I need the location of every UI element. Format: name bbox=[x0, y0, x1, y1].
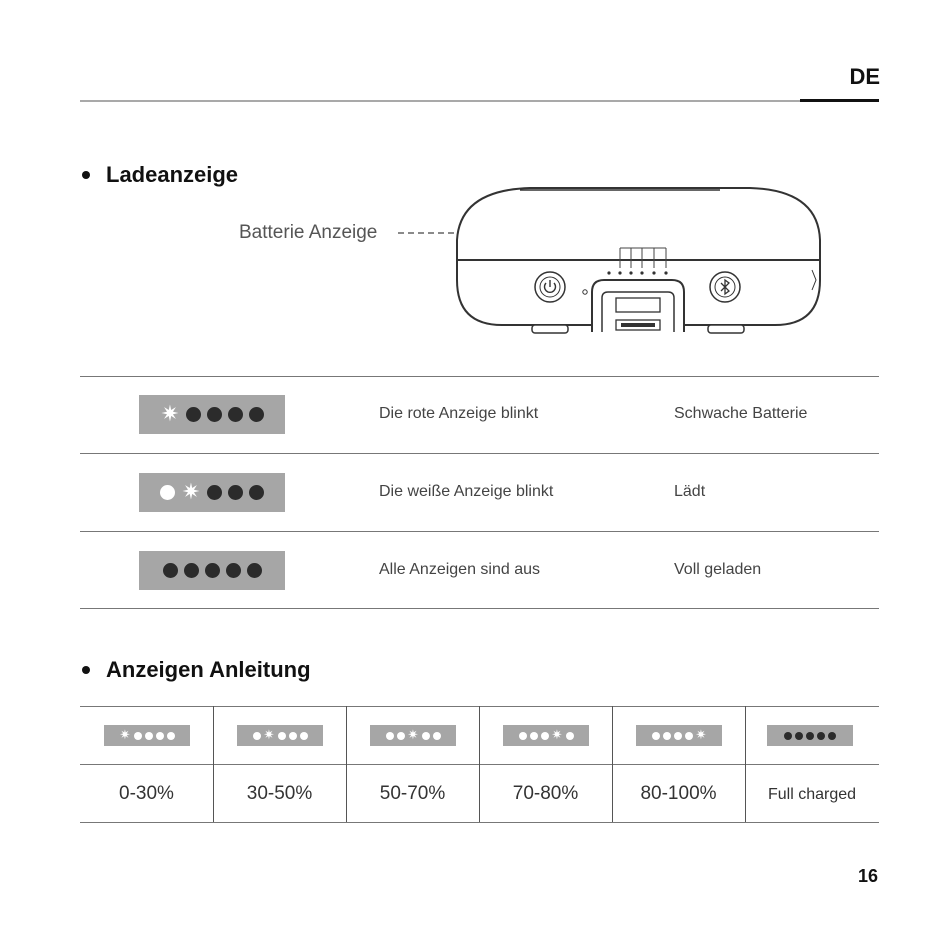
guide-range: 70-80% bbox=[512, 783, 579, 804]
header-divider-accent bbox=[800, 99, 879, 102]
guide-column-divider bbox=[745, 706, 746, 822]
blink-star-icon: ✷ bbox=[695, 728, 707, 743]
guide-indicator-2 bbox=[237, 725, 323, 746]
section-title-anzeigen-anleitung: Anzeigen Anleitung bbox=[106, 657, 311, 682]
blink-star-icon: ✷ bbox=[263, 728, 275, 743]
battery-indicator-label: Batterie Anzeige bbox=[239, 222, 378, 243]
table-row-divider bbox=[80, 453, 879, 454]
row-status: Lädt bbox=[674, 483, 706, 500]
bluetooth-icon bbox=[710, 272, 740, 302]
blink-star-icon: ✷ bbox=[119, 728, 131, 743]
guide-range: 80-100% bbox=[640, 783, 717, 804]
device-foot-right bbox=[708, 325, 744, 333]
blink-star-icon: ✷ bbox=[160, 402, 180, 427]
guide-indicator-4 bbox=[503, 725, 589, 746]
device-lid bbox=[457, 188, 820, 260]
table-row-divider bbox=[80, 531, 879, 532]
indicator-red-blink bbox=[139, 395, 285, 434]
device-foot-left bbox=[532, 325, 568, 333]
guide-indicator-1 bbox=[104, 725, 190, 746]
indicator-white-blink bbox=[139, 473, 285, 512]
guide-range: 0-30% bbox=[119, 783, 174, 804]
guide-range: 50-70% bbox=[379, 783, 446, 804]
guide-indicator-full bbox=[767, 725, 853, 746]
table-top-border bbox=[80, 376, 879, 377]
section-title-ladeanzeige: Ladeanzeige bbox=[106, 162, 239, 187]
language-code: DE bbox=[849, 64, 880, 89]
guide-indicator-5 bbox=[636, 725, 722, 746]
page-number: 16 bbox=[857, 866, 878, 886]
row-description: Alle Anzeigen sind aus bbox=[379, 561, 540, 578]
blink-star-icon: ✷ bbox=[551, 728, 563, 743]
bullet-icon bbox=[82, 666, 90, 674]
row-description: Die weiße Anzeige blinkt bbox=[379, 483, 554, 500]
device-illustration bbox=[380, 180, 830, 340]
row-status: Schwache Batterie bbox=[674, 405, 808, 422]
guide-range: 30-50% bbox=[246, 783, 313, 804]
bullet-icon bbox=[82, 171, 90, 179]
power-icon bbox=[535, 272, 565, 302]
guide-range: Full charged bbox=[767, 786, 857, 803]
blink-star-icon: ✷ bbox=[407, 728, 419, 743]
table-bottom-border bbox=[80, 608, 879, 609]
row-description: Die rote Anzeige blinkt bbox=[379, 405, 539, 422]
guide-indicator-3 bbox=[370, 725, 456, 746]
guide-table-bottom-border bbox=[80, 822, 879, 823]
row-status: Voll geladen bbox=[674, 561, 762, 578]
indicator-all-off bbox=[139, 551, 285, 590]
header-divider bbox=[80, 100, 800, 102]
blink-star-icon: ✷ bbox=[181, 480, 201, 505]
usb-port-icon bbox=[592, 280, 684, 332]
